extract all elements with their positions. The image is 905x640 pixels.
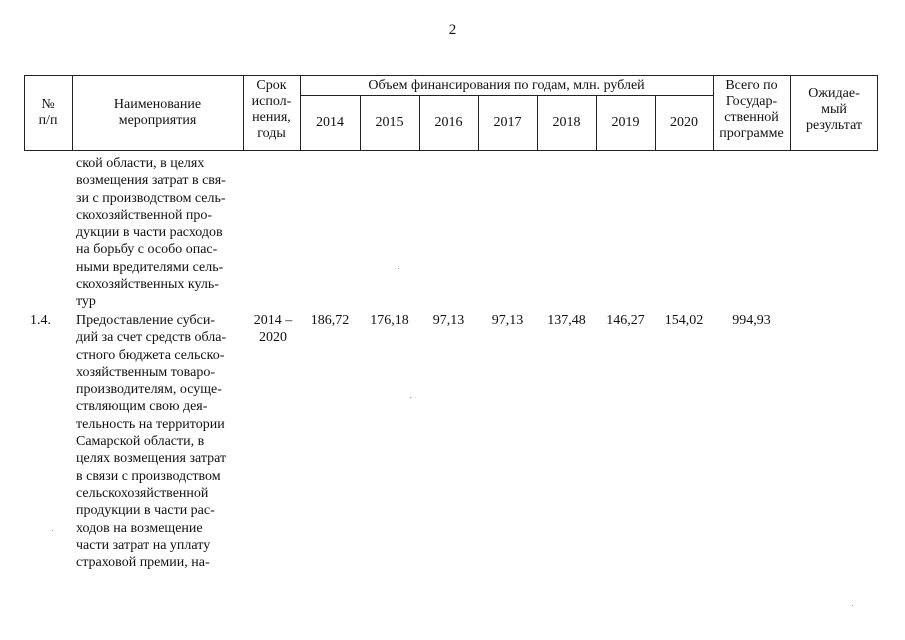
year-2015: 2015 [375,115,404,130]
header-term: Срок испол- нения, годы [251,78,292,141]
value-2018: 137,48 [547,313,586,328]
page-number: 2 [448,22,457,38]
year-2016: 2016 [434,115,463,130]
value-2017: 97,13 [491,313,524,328]
scan-speck [398,268,399,269]
value-total: 994,93 [732,313,771,328]
year-2018: 2018 [552,115,581,130]
header-funding: Объем финансирования по годам, млн. рублей [368,78,645,93]
header-result: Ожидае- мый результат [805,86,863,133]
scan-speck [410,397,411,398]
value-2019: 146,27 [606,313,645,328]
header-name: Наименование мероприятия [113,97,202,128]
scan-speck [52,530,53,531]
value-2015: 176,18 [370,313,409,328]
continued-row-name: ской области, в целях возмещения затрат в свя- зи с производством сель- скохозяйственной про- дукции в части расходов на борьбу с особо опас- ными вредителями сель- скохозяйственных куль- тур [76,156,226,310]
value-2016: 97,13 [432,313,465,328]
header-index: № п/п [38,97,58,128]
year-2019: 2019 [611,115,640,130]
row-index: 1.4. [30,313,51,328]
header-total: Всего по Государ- ственной программе [719,78,784,141]
year-2020: 2020 [670,115,698,130]
year-2014: 2014 [316,115,344,130]
row-term: 2014 – 2020 [253,313,293,345]
value-2014: 186,72 [310,313,350,328]
value-2020: 154,02 [664,313,704,328]
year-2017: 2017 [493,115,522,130]
row-name: Предоставление субси- дий за счет средств обла- стного бюджета сельско- хозяйственным товаро- производителям, осуще- ствляющим свою дея- тельность на территории Самарской области, в целях возмещения затрат в связи с производством сельскохозяйственной продукции в части рас- ходов на возмещение части затрат на уплату страховой премии, на- [76,313,227,571]
scan-speck [852,605,853,606]
